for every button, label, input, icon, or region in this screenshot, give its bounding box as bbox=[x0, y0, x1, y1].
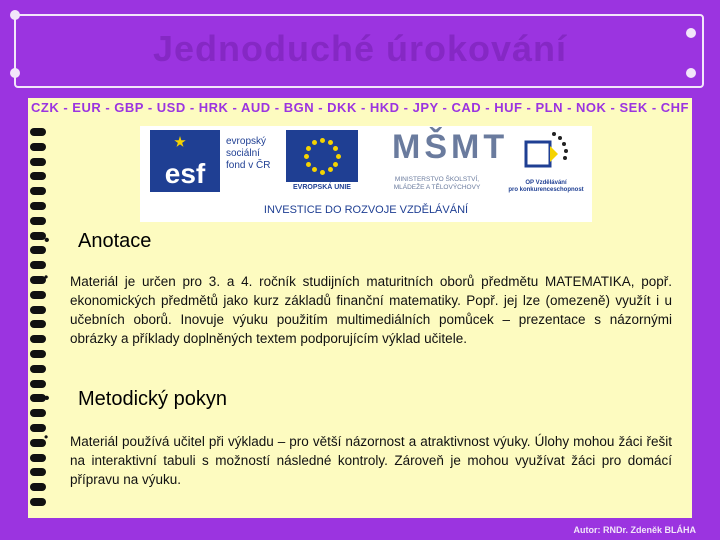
eu-star-icon bbox=[333, 146, 338, 151]
binding-ring bbox=[30, 320, 46, 328]
binding-ring bbox=[30, 454, 46, 462]
binding-ring bbox=[30, 172, 46, 180]
binding-ring bbox=[30, 350, 46, 358]
eu-star-icon bbox=[336, 154, 341, 159]
eu-flag-icon bbox=[286, 130, 358, 182]
investice-text: INVESTICE DO ROZVOJE VZDĚLÁVÁNÍ bbox=[263, 204, 469, 216]
binding-ring bbox=[30, 128, 46, 136]
msmt-label: MINISTERSTVO ŠKOLSTVÍ, MLÁDEŽE A TĚLOVÝCHOVY bbox=[393, 176, 481, 191]
binding-ring bbox=[30, 187, 46, 195]
binding-ring bbox=[30, 217, 46, 225]
author-credit: Autor: RNDr. Zdeněk BLÁHA bbox=[573, 525, 696, 535]
section-heading-anotace: Anotace bbox=[78, 230, 152, 252]
op-logo-icon bbox=[512, 128, 582, 176]
section-heading-metodicky: Metodický pokyn bbox=[78, 388, 227, 410]
binding-ring bbox=[30, 202, 46, 210]
corner-dot bbox=[10, 10, 20, 20]
esf-text: evropský sociální fond v ČR bbox=[226, 136, 271, 171]
section-text-metodicky: Materiál používá učitel při výkladu – pro větší názornost a atraktivnost výuky. Úlohy mohou žáci řešit na interaktivní tabuli s možností následné kontroly. Zároveň je mohou využívat žáci pro domácí přípravu na výuku. bbox=[70, 434, 672, 487]
bullet: • bbox=[44, 390, 50, 407]
binding-ring bbox=[30, 291, 46, 299]
binding-ring bbox=[30, 143, 46, 151]
logo-strip bbox=[140, 126, 592, 222]
eu-star-icon bbox=[320, 170, 325, 175]
msmt-logo: MŠMT bbox=[392, 128, 509, 166]
eu-star-icon bbox=[306, 146, 311, 151]
binding-ring bbox=[30, 335, 46, 343]
op-label: OP Vzdělávání pro konkurenceschopnost bbox=[508, 180, 584, 193]
esf-logo: esf bbox=[150, 130, 220, 192]
binding-ring bbox=[30, 468, 46, 476]
bullet: • bbox=[44, 270, 49, 284]
binding-ring bbox=[30, 261, 46, 269]
binding-ring bbox=[30, 380, 46, 388]
eu-star-icon bbox=[328, 140, 333, 145]
binding-ring bbox=[30, 409, 46, 417]
bullet: • bbox=[44, 232, 50, 249]
binding-ring bbox=[30, 498, 46, 506]
eu-star-icon bbox=[328, 167, 333, 172]
binding-ring bbox=[30, 483, 46, 491]
eu-star-icon bbox=[312, 140, 317, 145]
eu-star-icon bbox=[312, 167, 317, 172]
binding-ring bbox=[30, 158, 46, 166]
section-text-anotace: Materiál je určen pro 3. a 4. ročník studijních maturitních oborů předmětu MATEMATIKA, popř. ekonomických předmětů jako kurz základů finanční matematiky. Popř. jej lze (omezeně) využít i u učebních oborů. Inovuje výuku použitím multimediálních pomůcek – prezentace s názornými obrázky a příklady doplněných textem podporujícím výklad učitele. bbox=[70, 274, 672, 346]
binding-ring bbox=[30, 306, 46, 314]
slide-title: Jednoduché úrokování bbox=[152, 28, 568, 69]
currency-line: CZK - EUR - GBP - USD - HRK - AUD - BGN - DKK - HKD - JPY - CAD - HUF - PLN - NOK - SEK - CHF bbox=[31, 100, 689, 115]
binding-ring bbox=[30, 365, 46, 373]
eu-star-icon bbox=[320, 138, 325, 143]
eu-star-icon bbox=[306, 162, 311, 167]
eu-star-icon bbox=[304, 154, 309, 159]
bullet: • bbox=[44, 430, 49, 444]
eu-label: EVROPSKÁ UNIE bbox=[293, 184, 351, 191]
eu-star-icon bbox=[333, 162, 338, 167]
